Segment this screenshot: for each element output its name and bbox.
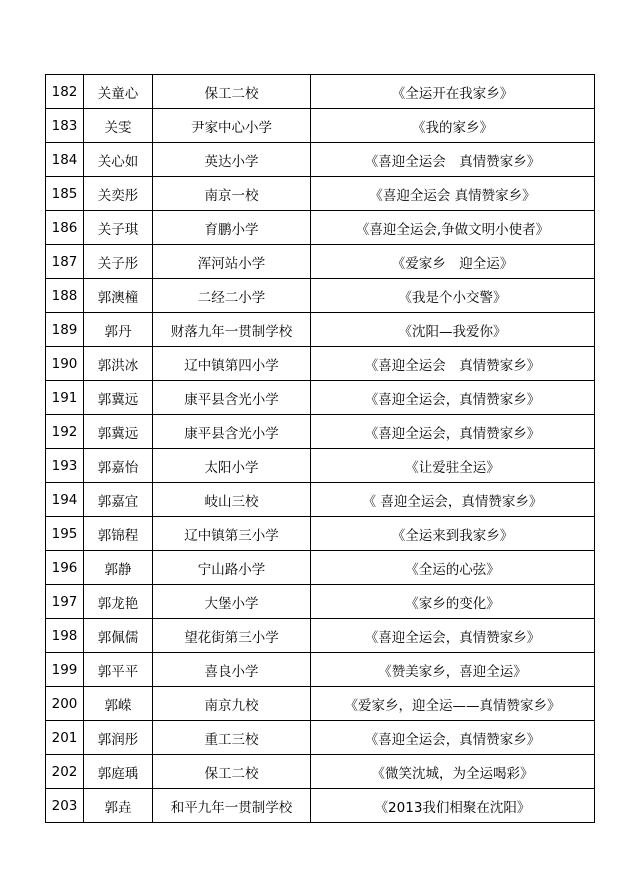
entry-number: 186 <box>46 211 84 245</box>
school-name: 康平县含光小学 <box>153 415 311 449</box>
entry-number: 190 <box>46 347 84 381</box>
table-row <box>46 653 595 687</box>
entry-number: 184 <box>46 143 84 177</box>
student-name: 郭垚 <box>84 789 153 823</box>
school-name: 康平县含光小学 <box>153 381 311 415</box>
table-row <box>46 109 595 143</box>
work-title: 《全运来到我家乡》 <box>311 517 595 551</box>
school-name: 喜良小学 <box>153 653 311 687</box>
table-row <box>46 279 595 313</box>
table-row <box>46 619 595 653</box>
school-name: 大堡小学 <box>153 585 311 619</box>
school-name: 岐山三校 <box>153 483 311 517</box>
table-row <box>46 551 595 585</box>
student-name: 郭龙艳 <box>84 585 153 619</box>
school-name: 保工二校 <box>153 755 311 789</box>
work-title: 《让爱驻全运》 <box>311 449 595 483</box>
entry-number: 188 <box>46 279 84 313</box>
work-title: 《沈阳—我爱你》 <box>311 313 595 347</box>
school-name: 辽中镇第四小学 <box>153 347 311 381</box>
entry-number: 192 <box>46 415 84 449</box>
entry-number: 193 <box>46 449 84 483</box>
table-row <box>46 585 595 619</box>
student-name: 郭嵘 <box>84 687 153 721</box>
school-name: 育鹏小学 <box>153 211 311 245</box>
student-name: 郭洪冰 <box>84 347 153 381</box>
table-row <box>46 245 595 279</box>
school-name: 南京九校 <box>153 687 311 721</box>
student-name: 郭嘉宜 <box>84 483 153 517</box>
student-name: 关子琪 <box>84 211 153 245</box>
work-title: 《2013我们相聚在沈阳》 <box>311 789 595 823</box>
school-name: 太阳小学 <box>153 449 311 483</box>
student-name: 郭丹 <box>84 313 153 347</box>
work-title: 《喜迎全运会，真情赞家乡》 <box>311 721 595 755</box>
table-row <box>46 177 595 211</box>
entry-number: 187 <box>46 245 84 279</box>
entry-number: 182 <box>46 75 84 109</box>
work-title: 《喜迎全运会，真情赞家乡》 <box>311 619 595 653</box>
school-name: 财落九年一贯制学校 <box>153 313 311 347</box>
school-name: 尹家中心小学 <box>153 109 311 143</box>
entry-number: 185 <box>46 177 84 211</box>
work-title: 《全运开在我家乡》 <box>311 75 595 109</box>
entry-number: 197 <box>46 585 84 619</box>
student-name: 关雯 <box>84 109 153 143</box>
table-row <box>46 381 595 415</box>
student-name: 郭冀远 <box>84 381 153 415</box>
work-title: 《喜迎全运会,争做文明小使者》 <box>311 211 595 245</box>
work-title: 《我是个小交警》 <box>311 279 595 313</box>
work-title: 《爱家乡 迎全运》 <box>311 245 595 279</box>
roster-body <box>46 75 595 823</box>
student-name: 郭锦程 <box>84 517 153 551</box>
work-title: 《爱家乡，迎全运——真情赞家乡》 <box>311 687 595 721</box>
entry-number: 189 <box>46 313 84 347</box>
school-name: 浑河站小学 <box>153 245 311 279</box>
student-name: 关子彤 <box>84 245 153 279</box>
school-name: 和平九年一贯制学校 <box>153 789 311 823</box>
table-row <box>46 789 595 823</box>
work-title: 《 喜迎全运会，真情赞家乡》 <box>311 483 595 517</box>
work-title: 《赞美家乡，喜迎全运》 <box>311 653 595 687</box>
table-row <box>46 211 595 245</box>
student-name: 郭润彤 <box>84 721 153 755</box>
roster-table <box>45 74 595 823</box>
entry-number: 202 <box>46 755 84 789</box>
student-name: 关心如 <box>84 143 153 177</box>
student-name: 郭静 <box>84 551 153 585</box>
table-row <box>46 75 595 109</box>
student-name: 郭庭瑀 <box>84 755 153 789</box>
table-row <box>46 517 595 551</box>
table-row <box>46 687 595 721</box>
entry-number: 195 <box>46 517 84 551</box>
student-name: 郭冀远 <box>84 415 153 449</box>
entry-number: 203 <box>46 789 84 823</box>
work-title: 《喜迎全运会，真情赞家乡》 <box>311 381 595 415</box>
entry-number: 194 <box>46 483 84 517</box>
student-name: 郭澳橦 <box>84 279 153 313</box>
school-name: 南京一校 <box>153 177 311 211</box>
school-name: 保工二校 <box>153 75 311 109</box>
school-name: 二经二小学 <box>153 279 311 313</box>
work-title: 《微笑沈城，为全运喝彩》 <box>311 755 595 789</box>
student-name: 郭平平 <box>84 653 153 687</box>
table-row <box>46 755 595 789</box>
table-row <box>46 347 595 381</box>
school-name: 辽中镇第三小学 <box>153 517 311 551</box>
work-title: 《喜迎全运会 真情赞家乡》 <box>311 177 595 211</box>
school-name: 重工三校 <box>153 721 311 755</box>
table-row <box>46 483 595 517</box>
table-row <box>46 143 595 177</box>
entry-number: 196 <box>46 551 84 585</box>
table-row <box>46 313 595 347</box>
school-name: 望花街第三小学 <box>153 619 311 653</box>
school-name: 英达小学 <box>153 143 311 177</box>
student-name: 关奕彤 <box>84 177 153 211</box>
entry-number: 183 <box>46 109 84 143</box>
entry-number: 200 <box>46 687 84 721</box>
work-title: 《我的家乡》 <box>311 109 595 143</box>
work-title: 《喜迎全运会 真情赞家乡》 <box>311 347 595 381</box>
entry-number: 191 <box>46 381 84 415</box>
table-row <box>46 415 595 449</box>
work-title: 《喜迎全运会 真情赞家乡》 <box>311 143 595 177</box>
work-title: 《家乡的变化》 <box>311 585 595 619</box>
work-title: 《喜迎全运会，真情赞家乡》 <box>311 415 595 449</box>
student-name: 关童心 <box>84 75 153 109</box>
student-name: 郭佩儒 <box>84 619 153 653</box>
work-title: 《全运的心弦》 <box>311 551 595 585</box>
entry-number: 201 <box>46 721 84 755</box>
table-row <box>46 449 595 483</box>
entry-number: 199 <box>46 653 84 687</box>
table-row <box>46 721 595 755</box>
student-name: 郭嘉怡 <box>84 449 153 483</box>
entry-number: 198 <box>46 619 84 653</box>
school-name: 宁山路小学 <box>153 551 311 585</box>
